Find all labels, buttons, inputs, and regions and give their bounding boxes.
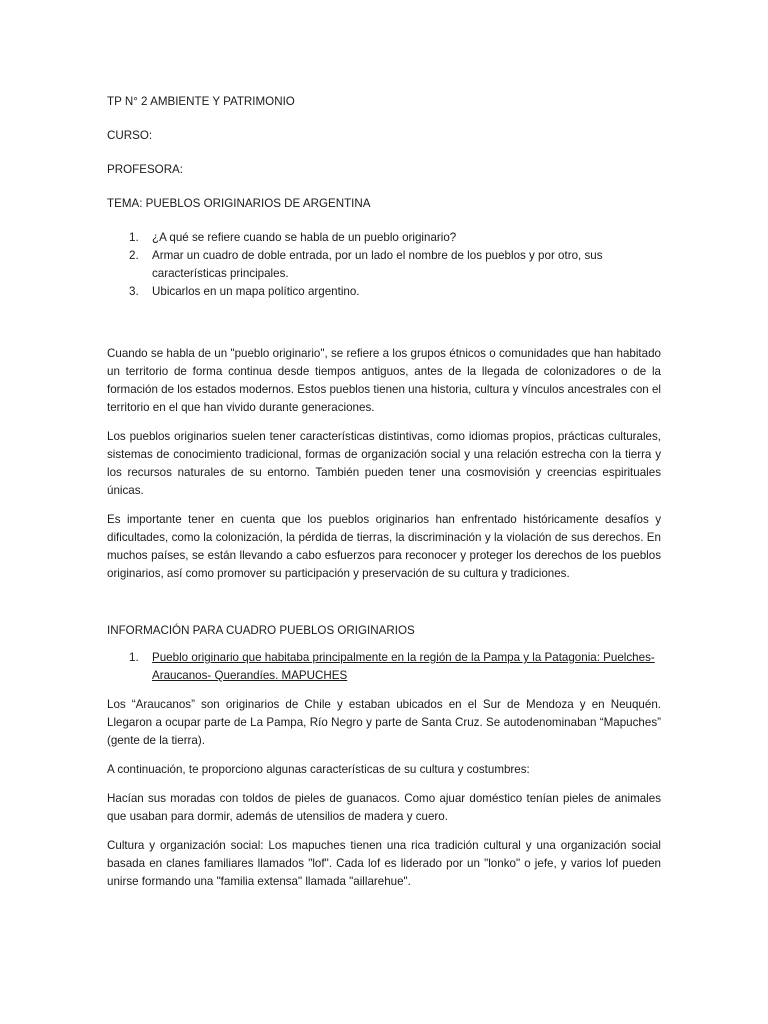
question-text: Ubicarlos en un mapa político argentino. — [152, 285, 360, 298]
tema-heading: TEMA: PUEBLOS ORIGINARIOS DE ARGENTINA — [107, 197, 371, 210]
info-paragraph: A continuación, te proporciono algunas características de su cultura y costumbres: — [107, 763, 530, 776]
question-item — [107, 247, 661, 283]
info-item — [107, 649, 661, 685]
info-section-title: INFORMACIÓN PARA CUADRO PUEBLOS ORIGINARIOS — [107, 624, 415, 637]
questions-list — [107, 229, 661, 301]
info-item-number: 1. — [129, 651, 139, 664]
curso-label: CURSO: — [107, 129, 153, 142]
intro-paragraph: Los pueblos originarios suelen tener características distintivas, como idiomas propios, prácticas culturales, sistemas de conocimiento tradicional, formas de organización social y una relación estrecha con la tierra y los recursos naturales de su entorno. También pueden tener una cosmovisión y creencias espirituales únicas. — [107, 430, 661, 497]
document-title: TP N° 2 AMBIENTE Y PATRIMONIO — [107, 95, 295, 108]
info-paragraph: Cultura y organización social: Los mapuches tienen una rica tradición cultural y una organización social basada en clanes familiares llamados "lof". Cada lof es liderado por un "lonko" o jefe, y varios lof pueden unirse formando una "familia extensa" llamada "aillarehue". — [107, 839, 661, 888]
question-number: 2. — [129, 249, 139, 262]
info-paragraph: Los “Araucanos” son originarios de Chile y estaban ubicados en el Sur de Mendoza y en Neuquén. Llegaron a ocupar parte de La Pampa, Río Negro y parte de Santa Cruz. Se autodenominaban “Mapuches” (gente de la tierra). — [107, 698, 661, 747]
question-text: ¿A qué se refiere cuando se habla de un pueblo originario? — [152, 231, 457, 244]
document-content — [107, 93, 661, 902]
info-item-text: Pueblo originario que habitaba principalmente en la región de la Pampa y la Patagonia: Puelches- Araucanos- Querandíes. MAPUCHES — [152, 651, 655, 682]
profesora-label: PROFESORA: — [107, 163, 184, 176]
info-paragraph: Hacían sus moradas con toldos de pieles de guanacos. Como ajuar doméstico tenían pieles de animales que usaban para dormir, además de utensilios de madera y cuero. — [107, 792, 661, 823]
question-text: Armar un cuadro de doble entrada, por un lado el nombre de los pueblos y por otro, sus características principales. — [152, 249, 603, 280]
intro-paragraph: Es importante tener en cuenta que los pueblos originarios han enfrentado históricamente desafíos y dificultades, como la colonización, la pérdida de tierras, la discriminación y la violación de sus derechos. En muchos países, se están llevando a cabo esfuerzos para reconocer y proteger los derechos de los pueblos originarios, así como promover su participación y preservación de su cultura y tradiciones. — [107, 513, 661, 580]
question-item — [107, 283, 661, 301]
info-list — [107, 649, 661, 685]
question-item — [107, 229, 661, 247]
question-number: 1. — [129, 231, 139, 244]
intro-paragraph: Cuando se habla de un "pueblo originario", se refiere a los grupos étnicos o comunidades que han habitado un territorio de forma continua desde tiempos antiguos, antes de la llegada de colonizadores o de la formación de los estados modernos. Estos pueblos tienen una historia, cultura y vínculos ancestrales con el territorio en el que han vivido durante generaciones. — [107, 347, 661, 414]
question-number: 3. — [129, 285, 139, 298]
